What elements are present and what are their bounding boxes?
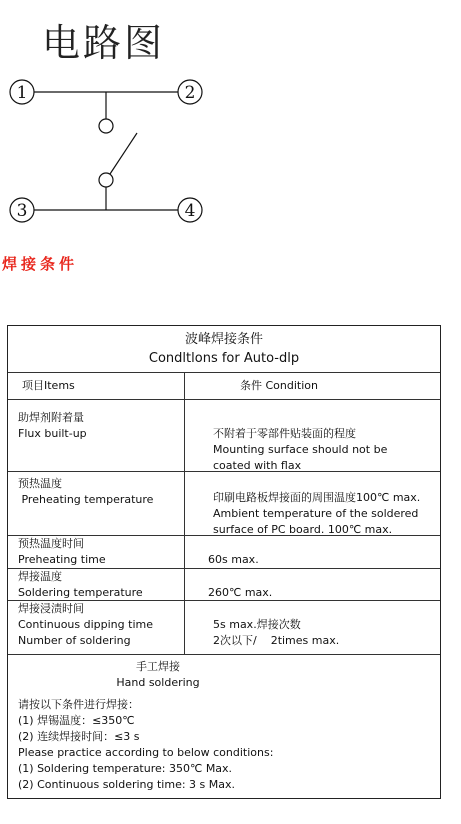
soldering-conditions-table <box>7 325 441 799</box>
soldering-conditions-heading: 焊接条件 <box>2 255 79 273</box>
table-row-condition: 5s max.焊接次数 2次以下/ 2times max. <box>213 618 340 647</box>
terminal-4-label: 4 <box>184 201 196 221</box>
table-row-condition: 不附着于零部件贴装面的程度 Mounting surface should not be coated with flax <box>213 427 388 472</box>
hand-soldering-instructions: 请按以下条件进行焊接： (1) 焊锡温度：≤350℃ (2) 连续焊接时间：≤3 s Please practice according to below conditions: (1) Soldering temperature: 350℃ Max. (2) Continuous soldering time: 3 s Max. <box>18 698 274 791</box>
table-row-item: 焊接浸渍时间 Continuous dipping time Number of soldering <box>18 602 153 647</box>
table-row-item: 助焊剂附着量 Flux built-up <box>18 411 87 440</box>
circuit-diagram-title: 电路图 <box>42 21 166 65</box>
terminal-3-label: 3 <box>16 201 28 221</box>
table-row-condition: 260℃ max. <box>208 586 273 599</box>
table-row-item: 焊接温度 Soldering temperature <box>18 570 143 599</box>
divider <box>8 399 440 400</box>
circuit-diagram <box>0 70 461 240</box>
table-row-item: 预热温度 Preheating temperature <box>18 477 154 506</box>
table-row-condition: 60s max. <box>208 553 259 566</box>
lower-contact <box>99 173 113 187</box>
table-row-condition: 印刷电路板焊接面的周围温度100℃ max. Ambient temperature of the soldered surface of PC board. 100℃ max. <box>213 491 421 536</box>
terminal-1-label: 1 <box>16 83 28 103</box>
terminal-2-label: 2 <box>184 83 196 103</box>
upper-contact <box>99 119 113 133</box>
hand-soldering-title-en: Hand soldering <box>116 676 200 689</box>
switch-lever <box>110 133 137 174</box>
header-condition: 条件 Condition <box>240 379 318 392</box>
divider <box>8 372 440 373</box>
table-title-en: Condltlons for Auto-dlp <box>148 351 300 366</box>
column-divider <box>184 372 185 654</box>
table-row-item: 预热温度时间 Preheating time <box>18 537 106 566</box>
header-items: 项目Items <box>22 379 75 392</box>
table-title-cn: 波峰焊接条件 <box>184 332 263 347</box>
divider <box>8 654 440 655</box>
hand-soldering-title-cn: 手工焊接 <box>136 660 180 673</box>
